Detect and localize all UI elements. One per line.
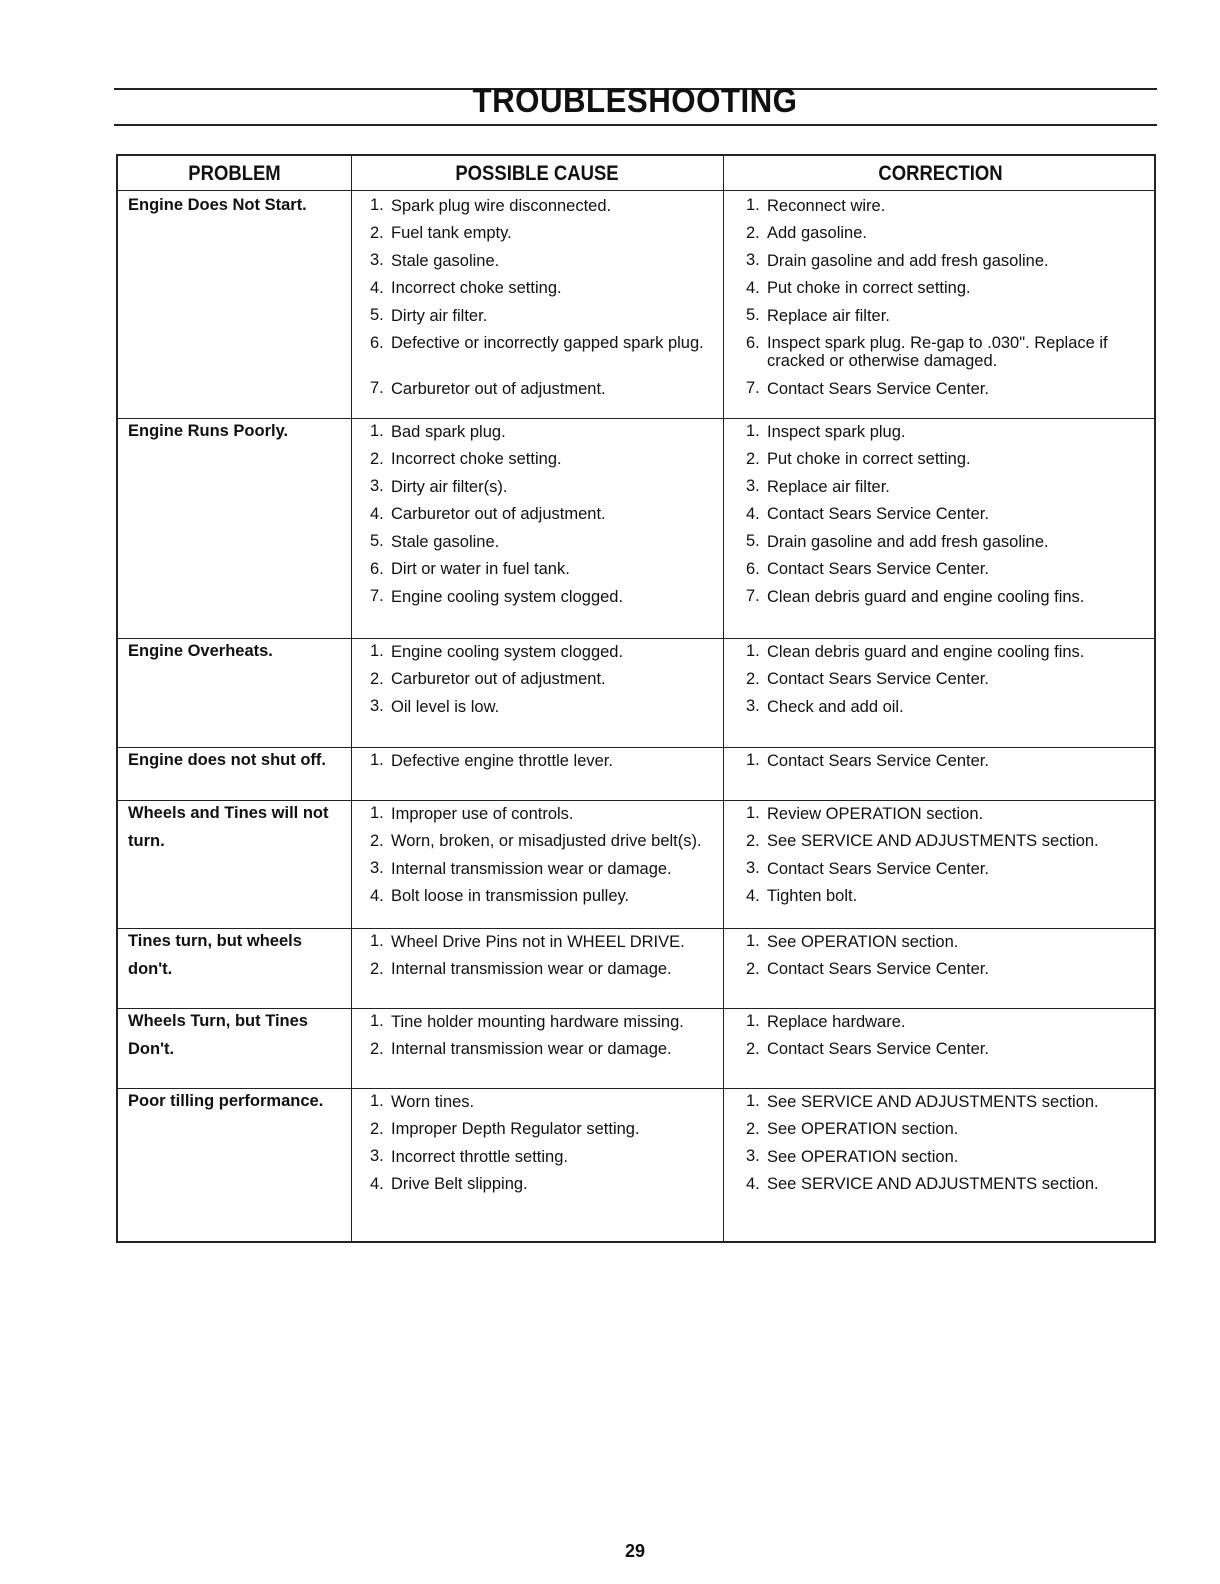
correction-list — [746, 638, 1146, 721]
cause-item — [370, 275, 715, 303]
item-text: Defective or incorrectly gapped spark plug. — [391, 334, 704, 352]
item-number: 3. — [370, 859, 384, 877]
item-number: 3. — [746, 1147, 760, 1165]
cause-item — [370, 446, 715, 474]
page-title: TROUBLESHOOTING — [472, 82, 798, 120]
cause-item — [370, 1171, 715, 1199]
item-text: Incorrect throttle setting. — [391, 1147, 568, 1166]
item-text: Contact Sears Service Center. — [767, 960, 989, 978]
problem-cell: Engine Overheats. — [128, 642, 273, 660]
correction-item — [746, 1171, 1146, 1199]
header-problem: PROBLEM — [188, 162, 281, 185]
troubleshooting-table — [116, 154, 1156, 1243]
item-number: 7. — [746, 379, 760, 397]
cause-item — [370, 556, 715, 584]
item-number: 2. — [370, 669, 384, 688]
item-text: See SERVICE AND ADJUSTMENTS section. — [767, 832, 1099, 850]
item-text: Stale gasoline. — [391, 532, 500, 551]
cause-item — [370, 800, 715, 828]
correction-list — [746, 928, 1146, 983]
item-number: 3. — [370, 251, 384, 269]
cause-item — [370, 192, 715, 220]
item-text: Inspect spark plug. — [767, 422, 906, 441]
item-number: 5. — [746, 532, 760, 550]
cause-item — [370, 883, 715, 911]
item-text: See OPERATION section. — [767, 1120, 959, 1138]
item-number: 2. — [370, 223, 384, 242]
column-divider — [723, 156, 724, 1241]
item-number: 1. — [370, 196, 384, 214]
item-text: Tine holder mounting hardware missing. — [391, 1012, 684, 1031]
item-number: 4. — [746, 886, 760, 905]
item-text: Bolt loose in transmission pulley. — [391, 887, 630, 905]
item-number: 3. — [370, 697, 384, 715]
correction-item — [746, 330, 1146, 376]
item-text: Stale gasoline. — [391, 251, 500, 270]
cause-list — [370, 1088, 715, 1198]
item-number: 1. — [746, 422, 760, 440]
cause-item — [370, 473, 715, 501]
cause-list — [370, 638, 715, 721]
correction-item — [746, 638, 1146, 666]
cause-list — [370, 418, 715, 611]
item-text: Carburetor out of adjustment. — [391, 505, 606, 523]
correction-list — [746, 800, 1146, 910]
cause-item — [370, 1143, 715, 1171]
item-text: Replace air filter. — [767, 477, 890, 496]
item-number: 3. — [746, 859, 760, 877]
correction-list — [746, 747, 1146, 775]
correction-item — [746, 1088, 1146, 1116]
header-correction: CORRECTION — [878, 162, 1003, 185]
correction-item — [746, 956, 1146, 984]
item-text: Check and add oil. — [767, 697, 904, 716]
cause-item — [370, 330, 715, 376]
item-text: Engine cooling system clogged. — [391, 587, 624, 606]
item-text: Internal transmission wear or damage. — [391, 1040, 672, 1058]
cause-item — [370, 828, 715, 856]
item-text: Engine cooling system clogged. — [391, 642, 624, 661]
cause-list — [370, 928, 715, 983]
item-number: 2. — [370, 831, 384, 850]
correction-item — [746, 247, 1146, 275]
problem-cell: Poor tilling performance. — [128, 1092, 324, 1110]
item-number: 7. — [370, 587, 384, 605]
correction-item — [746, 220, 1146, 248]
item-text: See SERVICE AND ADJUSTMENTS section. — [767, 1092, 1099, 1111]
item-text: Put choke in correct setting. — [767, 450, 971, 468]
correction-item — [746, 302, 1146, 330]
item-number: 1. — [370, 1092, 384, 1110]
item-number: 1. — [746, 1012, 760, 1030]
item-text: See OPERATION section. — [767, 1147, 959, 1166]
item-text: Defective engine throttle lever. — [391, 751, 613, 770]
item-number: 4. — [370, 1174, 384, 1193]
item-text: Bad spark plug. — [391, 422, 506, 441]
item-text: Oil level is low. — [391, 697, 500, 716]
item-text: Drain gasoline and add fresh gasoline. — [767, 251, 1049, 270]
item-number: 1. — [746, 751, 760, 769]
cause-item — [370, 583, 715, 611]
item-number: 3. — [746, 477, 760, 495]
item-text: Dirty air filter(s). — [391, 477, 508, 496]
item-text: Drain gasoline and add fresh gasoline. — [767, 532, 1049, 551]
item-text: Improper use of controls. — [391, 804, 574, 823]
item-text: Dirt or water in fuel tank. — [391, 560, 570, 578]
item-text: Review OPERATION section. — [767, 804, 984, 823]
page-number: 29 — [624, 1541, 646, 1561]
correction-item — [746, 446, 1146, 474]
item-number: 2. — [746, 223, 760, 242]
correction-item — [746, 473, 1146, 501]
item-text: Incorrect choke setting. — [391, 450, 562, 468]
item-number: 1. — [746, 932, 760, 950]
item-text: Replace hardware. — [767, 1012, 906, 1031]
item-number: 2. — [370, 1039, 384, 1058]
cause-item — [370, 501, 715, 529]
item-number: 1. — [746, 804, 760, 822]
item-number: 4. — [370, 504, 384, 523]
cause-item — [370, 638, 715, 666]
item-number: 2. — [370, 449, 384, 468]
correction-item — [746, 501, 1146, 529]
item-text: Spark plug wire disconnected. — [391, 196, 612, 215]
problem-cell: Engine does not shut off. — [128, 751, 326, 769]
item-text: Wheel Drive Pins not in WHEEL DRIVE. — [391, 932, 685, 951]
correction-item — [746, 528, 1146, 556]
item-number: 1. — [370, 751, 384, 769]
correction-item — [746, 828, 1146, 856]
item-text: Carburetor out of adjustment. — [391, 670, 606, 688]
item-number: 1. — [370, 422, 384, 440]
correction-item — [746, 418, 1146, 446]
item-number: 1. — [370, 642, 384, 660]
item-text: Contact Sears Service Center. — [767, 505, 989, 523]
cause-item — [370, 747, 715, 775]
header-divider — [118, 190, 1154, 191]
item-text: Clean debris guard and engine cooling fins. — [767, 642, 1085, 661]
item-text: Contact Sears Service Center. — [767, 1040, 989, 1058]
item-text: Worn tines. — [391, 1092, 475, 1111]
item-number: 5. — [370, 306, 384, 324]
correction-item — [746, 800, 1146, 828]
item-text: Contact Sears Service Center. — [767, 859, 989, 878]
cause-item — [370, 220, 715, 248]
cause-item — [370, 666, 715, 694]
correction-list — [746, 192, 1146, 403]
item-number: 6. — [370, 333, 384, 352]
correction-item — [746, 693, 1146, 721]
cause-item — [370, 693, 715, 721]
item-text: Tighten bolt. — [767, 887, 858, 905]
item-text: See OPERATION section. — [767, 932, 959, 951]
item-text: Contact Sears Service Center. — [767, 751, 989, 770]
item-text: Inspect spark plug. Re-gap to .030". Replace if cracked or otherwise damaged. — [767, 334, 1108, 370]
item-number: 4. — [746, 278, 760, 297]
correction-item — [746, 883, 1146, 911]
item-text: See SERVICE AND ADJUSTMENTS section. — [767, 1175, 1099, 1193]
item-text: Replace air filter. — [767, 306, 890, 325]
title-rule-bottom — [114, 124, 1157, 126]
problem-cell: Engine Runs Poorly. — [128, 422, 289, 440]
correction-item — [746, 1036, 1146, 1064]
cause-item — [370, 375, 715, 403]
item-number: 1. — [746, 196, 760, 214]
correction-list — [746, 1008, 1146, 1063]
item-number: 1. — [746, 642, 760, 660]
item-number: 6. — [370, 559, 384, 578]
cause-item — [370, 302, 715, 330]
problem-cell: Wheels and Tines will not turn. — [128, 804, 329, 850]
cause-list — [370, 800, 715, 910]
item-number: 4. — [746, 504, 760, 523]
item-number: 4. — [746, 1174, 760, 1193]
item-number: 2. — [746, 1039, 760, 1058]
cause-item — [370, 956, 715, 984]
item-number: 6. — [746, 333, 760, 352]
item-text: Improper Depth Regulator setting. — [391, 1120, 640, 1138]
problem-cell: Engine Does Not Start. — [128, 196, 307, 214]
correction-item — [746, 1008, 1146, 1036]
item-number: 5. — [370, 532, 384, 550]
column-divider — [351, 156, 352, 1241]
item-number: 7. — [746, 587, 760, 605]
item-number: 4. — [370, 278, 384, 297]
cause-item — [370, 1008, 715, 1036]
correction-item — [746, 855, 1146, 883]
item-number: 2. — [746, 959, 760, 978]
item-text: Put choke in correct setting. — [767, 279, 971, 297]
item-text: Add gasoline. — [767, 224, 867, 242]
item-text: Internal transmission wear or damage. — [391, 960, 672, 978]
cause-item — [370, 528, 715, 556]
header-possible-cause: POSSIBLE CAUSE — [455, 162, 619, 185]
correction-list — [746, 1088, 1146, 1198]
cause-item — [370, 1116, 715, 1144]
item-number: 2. — [746, 449, 760, 468]
correction-item — [746, 275, 1146, 303]
correction-item — [746, 192, 1146, 220]
item-number: 4. — [370, 886, 384, 905]
cause-item — [370, 1088, 715, 1116]
correction-item — [746, 583, 1146, 611]
item-number: 3. — [370, 1147, 384, 1165]
item-number: 3. — [746, 251, 760, 269]
item-text: Carburetor out of adjustment. — [391, 379, 606, 398]
item-text: Incorrect choke setting. — [391, 279, 562, 297]
item-number: 6. — [746, 559, 760, 578]
cause-list — [370, 747, 715, 775]
problem-cell: Tines turn, but wheels don't. — [128, 932, 302, 978]
cause-list — [370, 192, 715, 403]
problem-cell: Wheels Turn, but Tines Don't. — [128, 1012, 308, 1058]
item-text: Worn, broken, or misadjusted drive belt(s). — [391, 832, 702, 850]
item-number: 1. — [370, 932, 384, 950]
item-number: 5. — [746, 306, 760, 324]
cause-item — [370, 247, 715, 275]
correction-item — [746, 747, 1146, 775]
cause-item — [370, 1036, 715, 1064]
correction-item — [746, 666, 1146, 694]
correction-list — [746, 418, 1146, 611]
item-number: 1. — [370, 1012, 384, 1030]
item-text: Drive Belt slipping. — [391, 1175, 528, 1193]
item-number: 2. — [746, 669, 760, 688]
correction-item — [746, 1143, 1146, 1171]
item-number: 2. — [746, 1119, 760, 1138]
item-text: Internal transmission wear or damage. — [391, 859, 672, 878]
correction-item — [746, 1116, 1146, 1144]
item-text: Contact Sears Service Center. — [767, 560, 989, 578]
item-number: 7. — [370, 379, 384, 397]
item-number: 2. — [370, 959, 384, 978]
item-number: 2. — [746, 831, 760, 850]
item-number: 3. — [370, 477, 384, 495]
correction-item — [746, 375, 1146, 403]
item-text: Clean debris guard and engine cooling fins. — [767, 587, 1085, 606]
cause-item — [370, 928, 715, 956]
cause-list — [370, 1008, 715, 1063]
correction-item — [746, 928, 1146, 956]
item-number: 1. — [370, 804, 384, 822]
item-text: Contact Sears Service Center. — [767, 379, 989, 398]
item-number: 3. — [746, 697, 760, 715]
item-number: 2. — [370, 1119, 384, 1138]
item-text: Contact Sears Service Center. — [767, 670, 989, 688]
item-text: Reconnect wire. — [767, 196, 886, 215]
item-number: 1. — [746, 1092, 760, 1110]
cause-item — [370, 855, 715, 883]
correction-item — [746, 556, 1146, 584]
item-text: Dirty air filter. — [391, 306, 488, 325]
cause-item — [370, 418, 715, 446]
item-text: Fuel tank empty. — [391, 224, 512, 242]
